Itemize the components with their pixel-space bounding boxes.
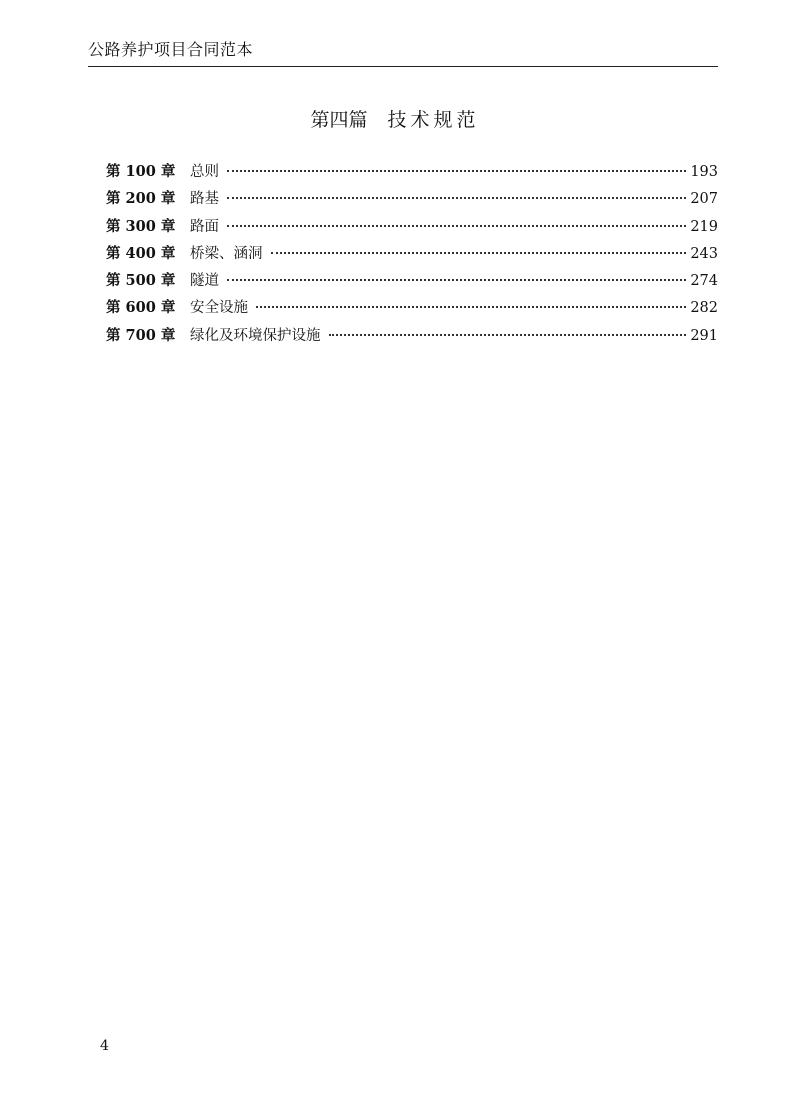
toc-chapter-title: 总则 — [190, 164, 219, 180]
toc-entry[interactable] — [106, 269, 718, 296]
toc-chapter-title: 路基 — [190, 191, 219, 208]
dot-leader — [227, 279, 686, 281]
toc-entry[interactable] — [106, 215, 718, 242]
part-name: 技术规范 — [387, 109, 480, 131]
toc-chapter-number: 第 400 章 — [106, 244, 176, 262]
dot-leader — [256, 306, 686, 308]
toc-page-number: 282 — [690, 300, 718, 317]
toc-chapter-title: 隧道 — [190, 273, 219, 290]
part-title — [0, 105, 790, 132]
dot-leader — [227, 170, 686, 172]
toc-entry[interactable] — [106, 296, 718, 323]
toc-chapter-title: 绿化及环境保护设施 — [190, 327, 321, 344]
toc-page-number: 243 — [690, 245, 718, 262]
toc-chapter-number: 第 600 章 — [106, 299, 176, 317]
dot-leader — [329, 334, 687, 336]
toc-entry[interactable] — [106, 242, 718, 269]
toc-page-number: 193 — [690, 164, 718, 180]
toc-chapter-title: 桥梁、涵洞 — [190, 245, 263, 262]
running-header — [88, 36, 718, 67]
toc-chapter-number: 第 100 章 — [106, 163, 176, 180]
toc-page-number: 274 — [690, 273, 718, 290]
toc-chapter-number: 第 300 章 — [106, 217, 176, 235]
toc-chapter-title: 路面 — [190, 218, 219, 235]
toc-chapter-number: 第 500 章 — [106, 272, 176, 290]
toc-page-number: 219 — [690, 218, 718, 235]
toc-chapter-number: 第 200 章 — [106, 190, 176, 208]
toc-entry[interactable] — [106, 324, 718, 351]
toc-chapter-title: 安全设施 — [190, 300, 248, 317]
table-of-contents — [106, 160, 718, 351]
dot-leader — [227, 197, 686, 199]
toc-chapter-number: 第 700 章 — [106, 326, 176, 344]
toc-page-number: 207 — [690, 191, 718, 208]
dot-leader — [271, 252, 687, 254]
page-number: 4 — [100, 1038, 109, 1054]
part-number: 第四篇 — [310, 109, 368, 131]
toc-entry[interactable] — [106, 160, 718, 187]
toc-entry[interactable] — [106, 187, 718, 214]
dot-leader — [227, 225, 686, 227]
toc-page-number: 291 — [690, 327, 718, 344]
running-header-title: 公路养护项目合同范本 — [88, 40, 254, 59]
